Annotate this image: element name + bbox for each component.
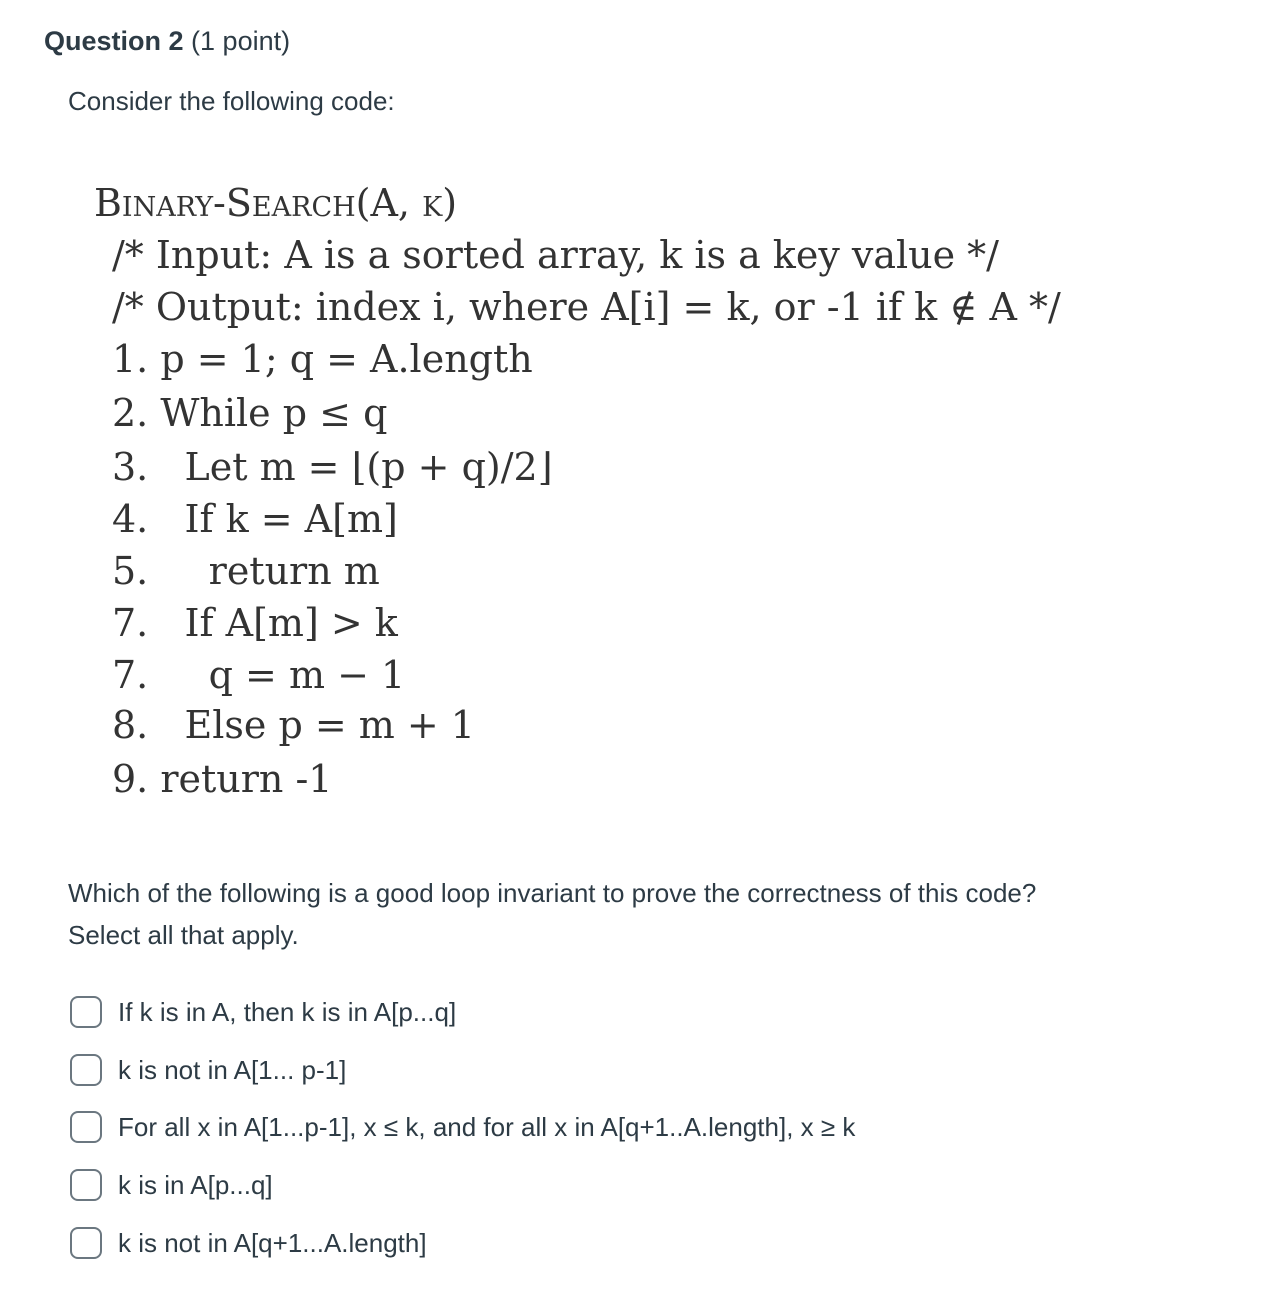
instruction-line-2: Select all that apply. [68,920,299,950]
pseudocode-block [94,176,1154,816]
option-4[interactable] [70,1167,273,1203]
code-line-4: 4. If k = A[m] [112,497,398,541]
code-line-9: 9. return -1 [112,757,333,801]
checkbox[interactable] [70,1111,102,1143]
instruction-text [68,872,1036,956]
option-2[interactable] [70,1052,346,1088]
checkbox[interactable] [70,996,102,1028]
checkbox[interactable] [70,1054,102,1086]
code-line-output-comment: /* Output: index i, where A[i] = k, or -1 if k ∉ A */ [112,285,1061,329]
question-number: Question 2 [44,26,184,56]
checkbox[interactable] [70,1169,102,1201]
instruction-line-1: Which of the following is a good loop invariant to prove the correctness of this code? [68,878,1037,908]
code-line-7a: 7. If A[m] > k [112,601,398,645]
option-5[interactable] [70,1225,427,1261]
question-points: (1 point) [191,26,291,56]
option-label[interactable]: For all x in A[1...p-1], x ≤ k, and for all x in A[q+1..A.length], x ≥ k [118,1111,856,1142]
option-1[interactable] [70,994,456,1030]
code-line-5: 5. return m [112,549,380,593]
code-line-1: 1. p = 1; q = A.length [112,337,533,381]
option-label[interactable]: k is in A[p...q] [118,1169,273,1200]
code-line-input-comment: /* Input: A is a sorted array, k is a key value */ [112,233,999,277]
code-line-8: 8. Else p = m + 1 [112,703,475,747]
option-3[interactable] [70,1109,855,1145]
option-label[interactable]: k is not in A[q+1...A.length] [118,1227,427,1258]
code-line-signature: Binary-Search(A, k) [94,181,458,225]
question-prompt: Consider the following code: [68,86,395,116]
code-line-2: 2. While p ≤ q [112,391,388,435]
code-line-7b: 7. q = m − 1 [112,653,406,697]
option-label[interactable]: k is not in A[1... p-1] [118,1054,347,1085]
option-label[interactable]: If k is in A, then k is in A[p...q] [118,996,457,1027]
code-line-3: 3. Let m = ⌊(p + q)/2⌋ [112,445,553,489]
checkbox[interactable] [70,1227,102,1259]
question-title [44,26,290,57]
